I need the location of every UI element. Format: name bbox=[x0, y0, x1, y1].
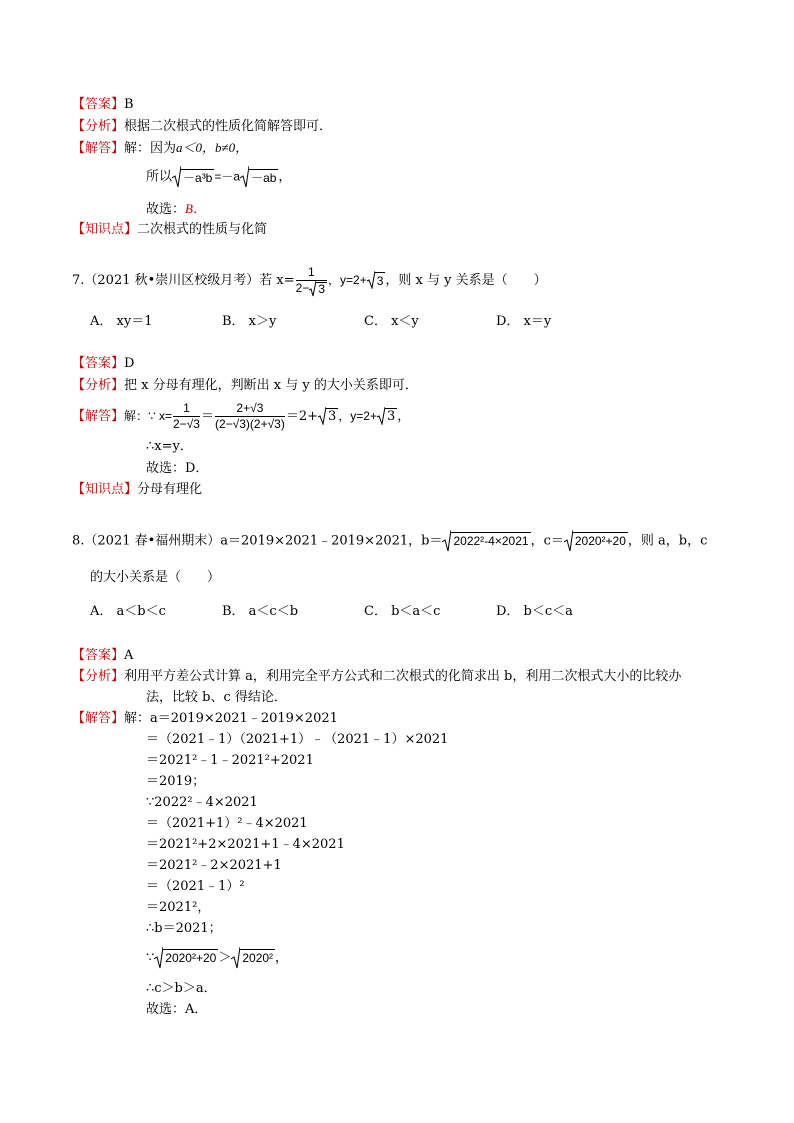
q7-analysis-line bbox=[72, 377, 418, 395]
solution-tag: 【解答】 bbox=[72, 711, 125, 726]
q7-stem-suffix: ，则 x 与 y 关系是（ ） bbox=[385, 273, 547, 288]
q8-option-c: C． b＜a＜c bbox=[364, 604, 441, 619]
answer-tag: 【答案】 bbox=[72, 648, 125, 663]
q7-option-d: D． x＝y bbox=[496, 314, 552, 329]
q8-step-2: ＝2021²﹣1﹣2021²+2021 bbox=[146, 753, 314, 768]
q6-choose-prefix: 故选： bbox=[146, 202, 186, 217]
q6-answer: B bbox=[124, 97, 134, 112]
q6-knowledge-line bbox=[72, 221, 267, 239]
q8-step-5: ＝（2021+1）²﹣4×2021 bbox=[146, 816, 308, 831]
q8-therefore: ∴c＞b＞a． bbox=[146, 981, 217, 996]
q7-y-expr: ，y=2+ bbox=[328, 273, 367, 287]
sqrt-symbol bbox=[154, 946, 218, 970]
q7-fraction bbox=[296, 265, 327, 297]
q8-b-radicand: 2022²-4×2021 bbox=[453, 534, 529, 548]
knowledge-tag: 【知识点】 bbox=[72, 222, 138, 237]
fraction-numerator: 2+√3 bbox=[215, 401, 285, 417]
q8-step-9: ＝2021²， bbox=[146, 900, 211, 915]
q7-y-radicand: 3 bbox=[376, 273, 384, 288]
q8-answer-line bbox=[72, 647, 133, 665]
sqrt-symbol bbox=[172, 166, 214, 188]
q6-solution-line2 bbox=[146, 166, 291, 188]
q6-sol2-mid: =－a bbox=[214, 169, 241, 184]
sqrt-symbol bbox=[240, 166, 278, 188]
q7-stem-prefix: 7.（2021 秋•崇川区校级月考）若 x= bbox=[72, 273, 295, 288]
q7-knowledge: 分母有理化 bbox=[137, 482, 203, 497]
q8-compare-line: ∵ 2020²+20 ＞ 2020² ， bbox=[146, 946, 288, 971]
q7-option-a: A． xy＝1 bbox=[90, 314, 153, 329]
q7-answer-line bbox=[72, 355, 134, 373]
q6-radicand: －a³b bbox=[183, 170, 213, 185]
q8-stem-suffix: ，则 a，b，c bbox=[627, 533, 708, 549]
q8-cmp-gt: ＞ bbox=[218, 950, 232, 966]
fraction-denominator: 2− 3 bbox=[295, 280, 326, 296]
q7-stem bbox=[72, 264, 547, 297]
q7-answer: D bbox=[124, 356, 135, 371]
q8-cmp-radicand2: 2020² bbox=[242, 951, 274, 965]
q8-choose: 故选：A． bbox=[146, 1002, 208, 1017]
q6-choose-line bbox=[146, 200, 206, 219]
q8-analysis1: 利用平方差公式计算 a，利用完全平方公式和二次根式的化简求出 b，利用二次根式大小的比较办 bbox=[124, 669, 682, 684]
sqrt-symbol bbox=[231, 946, 275, 970]
q6-radicand2: －ab bbox=[251, 170, 277, 185]
q8-cmp-radicand1: 2020²+20 bbox=[165, 951, 217, 965]
q7-analysis: 把 x 分母有理化，判断出 x 与 y 的大小关系即可． bbox=[124, 378, 418, 393]
q7-choose: 故选：D． bbox=[146, 461, 209, 476]
q7-sol-eq2: ＝2+ bbox=[285, 409, 319, 424]
solution-tag: 【解答】 bbox=[72, 409, 125, 424]
q7-therefore: ∴x=y． bbox=[146, 439, 193, 454]
answer-tag: 【答案】 bbox=[72, 356, 125, 371]
q6-choose: B． bbox=[185, 201, 206, 216]
q8-c-radicand: 2020²+20 bbox=[574, 534, 626, 548]
knowledge-tag: 【知识点】 bbox=[72, 482, 138, 497]
analysis-tag: 【分析】 bbox=[72, 119, 125, 134]
q8-solution-line bbox=[72, 710, 338, 728]
q6-knowledge: 二次根式的性质与化简 bbox=[137, 222, 268, 237]
fraction-numerator: 1 bbox=[296, 265, 327, 281]
q8-answer: A bbox=[124, 648, 134, 663]
q7-solution-line: 【解答】解：∵ x= $\frac{1}{2-√3}$ ＝ $\frac{2+√3}{(2-√3)(2+√3)}$ ＝2+ 3 ，y=2+ 3 ， bbox=[72, 398, 410, 435]
q8-c-prefix: ，c＝ bbox=[530, 533, 564, 549]
q6-sol-prefix: 解：因为 bbox=[124, 141, 177, 156]
sqrt-symbol: 3 bbox=[318, 399, 338, 435]
sqrt-symbol bbox=[367, 265, 386, 297]
q8-analysis-line1 bbox=[72, 668, 681, 686]
q8-stem-line2: 的大小关系是（ ） bbox=[90, 570, 221, 585]
q8-step-7: ＝2021²﹣2×2021+1 bbox=[146, 858, 282, 873]
q6-answer-line bbox=[72, 96, 134, 114]
q6-sol2-end: ， bbox=[278, 169, 292, 185]
sqrt-symbol bbox=[564, 529, 628, 553]
sqrt-symbol: 3 bbox=[309, 281, 327, 297]
q6-analysis: 根据二次根式的性质化简解答即可． bbox=[124, 119, 333, 134]
q6-sol-cond: a＜0，b≠0， bbox=[176, 140, 249, 155]
q6-sol2-prefix: 所以 bbox=[146, 169, 173, 185]
q8-stem-line1 bbox=[72, 529, 707, 554]
sqrt-symbol bbox=[442, 529, 530, 553]
q7-knowledge-line bbox=[72, 481, 202, 499]
q8-stem-prefix: 8.（2021 春•福州期末）a＝2019×2021﹣2019×2021，b＝ bbox=[72, 533, 443, 549]
q6-analysis-line bbox=[72, 118, 332, 136]
q7-sol-y: ，y=2+ bbox=[338, 409, 377, 423]
q8-option-b: B． a＜c＜b bbox=[222, 604, 299, 619]
q7-sol-fraction: $\frac{1}{2-√3}$ bbox=[173, 401, 200, 431]
sqrt-symbol: 3 bbox=[377, 399, 397, 435]
fraction-denominator: (2−√3)(2+√3) bbox=[214, 417, 285, 431]
q8-step-1: ＝（2021﹣1）（2021+1）﹣（2021﹣1）×2021 bbox=[146, 732, 449, 747]
q8-cmp-prefix: ∵ bbox=[146, 950, 155, 966]
q8-step-3: ＝2019； bbox=[146, 774, 206, 789]
q7-sol-eq: ＝ bbox=[200, 409, 214, 424]
q8-option-d: D． b＜c＜a bbox=[496, 604, 573, 619]
q8-step-0: 解：a＝2019×2021﹣2019×2021 bbox=[124, 711, 338, 726]
q8-analysis-line2: 法，比较 b、c 得结论． bbox=[146, 690, 287, 705]
analysis-tag: 【分析】 bbox=[72, 669, 125, 684]
q7-option-c: C． x＜y bbox=[364, 314, 419, 329]
q7-sol-fraction2 bbox=[215, 401, 285, 432]
q8-step-4: ∵2022²﹣4×2021 bbox=[146, 795, 258, 810]
q7-option-b: B． x＞y bbox=[222, 314, 277, 329]
answer-tag: 【答案】 bbox=[72, 97, 125, 112]
q8-step-10: ∴b＝2021； bbox=[146, 921, 222, 936]
q8-step-6: ＝2021²+2×2021+1﹣4×2021 bbox=[146, 837, 345, 852]
analysis-tag: 【分析】 bbox=[72, 378, 125, 393]
q7-sol-prefix: 解：∵ x= bbox=[124, 409, 172, 423]
q6-solution-line1 bbox=[72, 139, 248, 158]
q8-option-a: A． a＜b＜c bbox=[90, 604, 166, 619]
q8-step-8: ＝（2021﹣1）² bbox=[146, 879, 245, 894]
solution-tag: 【解答】 bbox=[72, 141, 125, 156]
